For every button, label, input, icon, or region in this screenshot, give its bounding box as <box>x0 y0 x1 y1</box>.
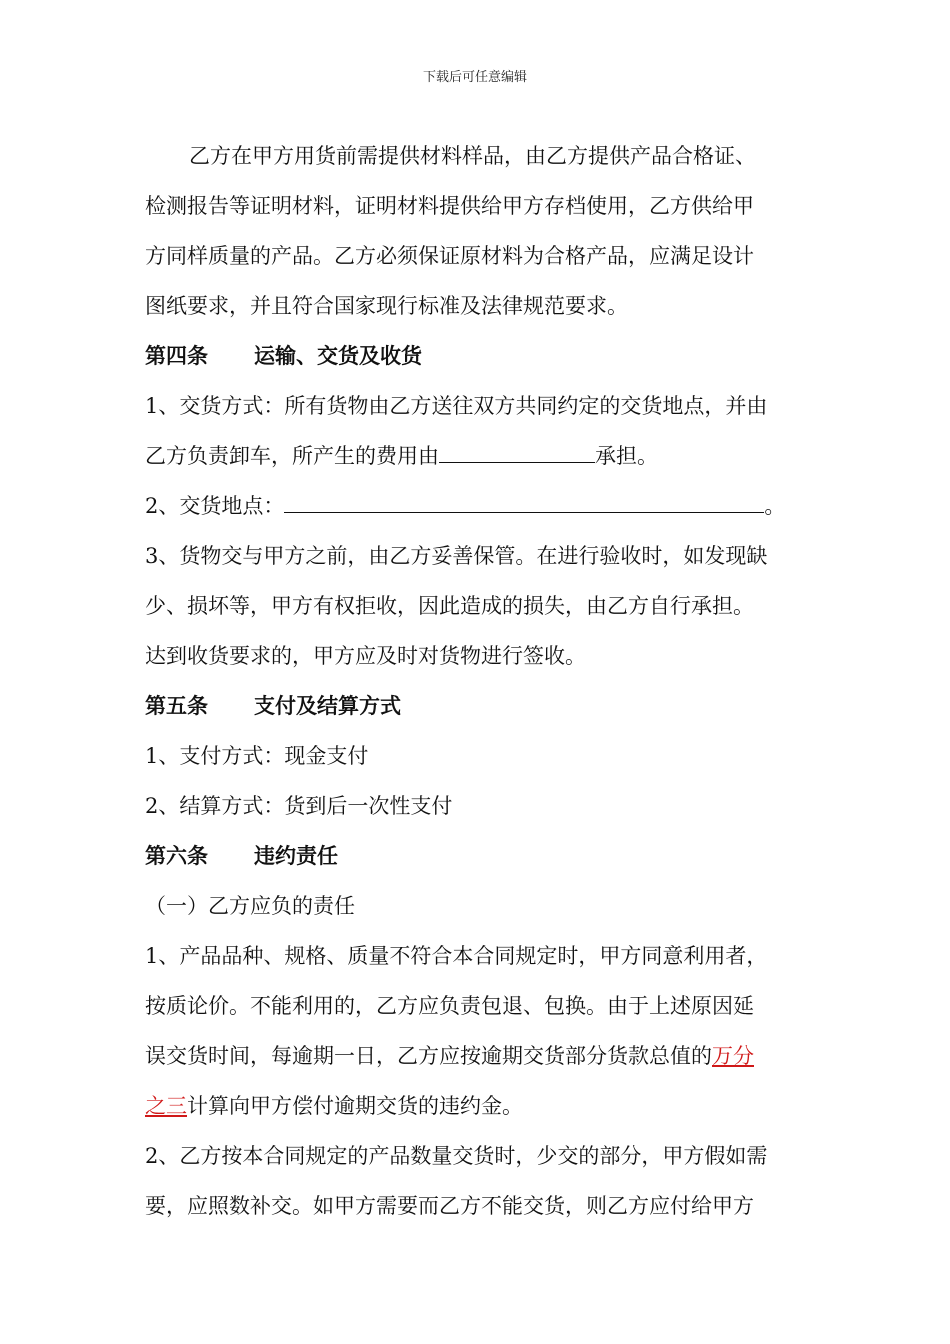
delivery-place-blank <box>284 490 764 513</box>
intro-line-2: 检测报告等证明材料，证明材料提供给甲方存档使用，乙方供给甲 <box>145 194 754 218</box>
penalty-rate-part-2: 之三 <box>145 1094 187 1118</box>
delivery-place-label: 2、交货地点： <box>145 494 285 518</box>
art6-subheading: （一）乙方应负的责任 <box>145 894 355 918</box>
document-body <box>145 131 811 1231</box>
art6-line-6: 要，应照数补交。如甲方需要而乙方不能交货，则乙方应付给甲方 <box>145 1194 754 1218</box>
art4-line-2 <box>145 431 811 481</box>
article-6-heading <box>145 831 811 881</box>
art6-line-4-text: 计算向甲方偿付逾期交货的违约金。 <box>187 1094 523 1118</box>
art6-line-2: 按质论价。不能利用的，乙方应负责包退、包换。由于上述原因延 <box>145 994 754 1018</box>
delivery-place-end: 。 <box>764 494 786 518</box>
article-5-heading <box>145 681 811 731</box>
art4-line-4: 3、货物交与甲方之前，由乙方妥善保管。在进行验收时，如发现缺 <box>145 544 768 568</box>
art4-line-2-end: 承担。 <box>595 444 658 468</box>
art6-line-4 <box>145 1081 811 1131</box>
art4-line-2-text: 乙方负责卸车，所产生的费用由 <box>145 444 439 468</box>
intro-line-3: 方同样质量的产品。乙方必须保证原材料为合格产品，应满足设计 <box>145 244 754 268</box>
cost-bearer-blank <box>439 440 595 463</box>
article-5-title: 支付及结算方式 <box>254 694 401 718</box>
art4-line-1: 1、交货方式：所有货物由乙方送往双方共同约定的交货地点，并由 <box>145 394 768 418</box>
art6-line-1: 1、产品品种、规格、质量不符合本合同规定时，甲方同意利用者， <box>145 944 768 968</box>
art6-line-5: 2、乙方按本合同规定的产品数量交货时，少交的部分，甲方假如需 <box>145 1144 768 1168</box>
article-4-number: 第四条 <box>145 344 208 368</box>
art6-line-3-text: 误交货时间，每逾期一日，乙方应按逾期交货部分货款总值的 <box>145 1044 712 1068</box>
intro-line-4: 图纸要求，并且符合国家现行标准及法律规范要求。 <box>145 294 628 318</box>
art4-line-3 <box>145 481 811 531</box>
article-4-title: 运输、交货及收货 <box>254 344 422 368</box>
intro-line-1: 乙方在甲方用货前需提供材料样品，由乙方提供产品合格证、 <box>189 144 756 168</box>
art5-line-1: 1、支付方式：现金支付 <box>145 744 369 768</box>
article-5-number: 第五条 <box>145 694 208 718</box>
art4-line-5: 少、损坏等，甲方有权拒收，因此造成的损失，由乙方自行承担。 <box>145 594 754 618</box>
article-4-heading <box>145 331 811 381</box>
art4-line-6: 达到收货要求的，甲方应及时对货物进行签收。 <box>145 644 586 668</box>
article-6-number: 第六条 <box>145 844 208 868</box>
page-header: 下载后可任意编辑 <box>422 70 527 85</box>
penalty-rate-part-1: 万分 <box>712 1044 754 1068</box>
art5-line-2: 2、结算方式：货到后一次性支付 <box>145 794 453 818</box>
article-6-title: 违约责任 <box>254 844 338 868</box>
art6-line-3 <box>145 1031 811 1081</box>
